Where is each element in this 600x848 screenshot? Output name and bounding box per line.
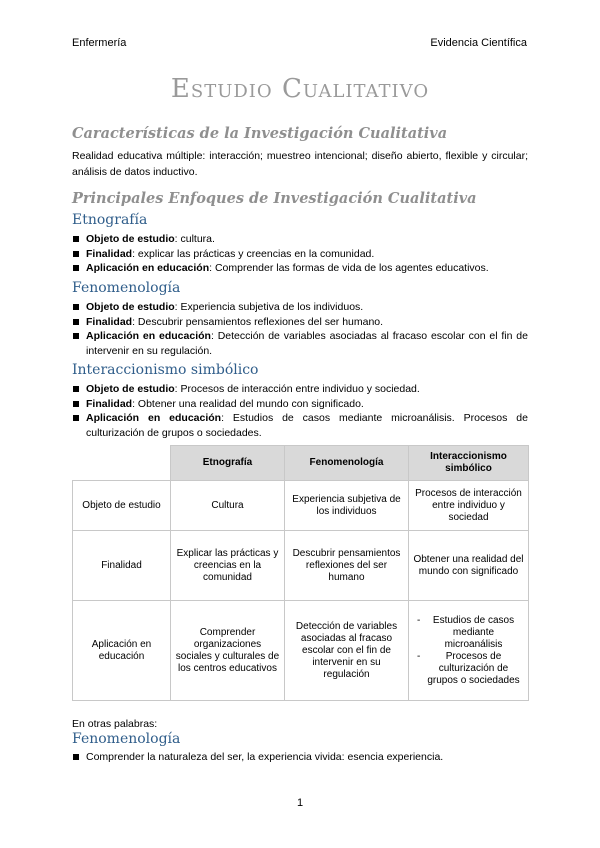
page-number: 1 — [296, 797, 304, 809]
item-text: : explicar las prácticas y creencias en la comunidad. — [132, 247, 375, 260]
column-header: Etnografía — [171, 446, 285, 481]
list-item — [72, 261, 528, 276]
square-bullet-icon — [73, 415, 79, 421]
column-header: Fenomenología — [285, 446, 409, 481]
caracteristicas-paragraph: Realidad educativa múltiple: interacción; muestreo intencional; diseño abierto, flexible y circular; análisis de datos inductivo. — [72, 150, 528, 178]
item-label: Aplicación en educación — [86, 412, 222, 424]
item-label: Finalidad — [86, 315, 133, 328]
item-text: Comprender la naturaleza del ser, la experiencia vivida: esencia experiencia. — [86, 751, 444, 763]
table-header-row — [73, 446, 529, 481]
list-item: - Estudios de casos mediante microanálisis — [417, 614, 515, 650]
list-item — [72, 750, 528, 765]
header-left: Enfermería — [72, 37, 127, 49]
item-text: : Procesos de interacción entre individuo y sociedad. — [174, 383, 420, 395]
list-item — [72, 397, 528, 412]
item-label: Aplicación en educación — [86, 330, 211, 342]
item-text: : Experiencia subjetiva de los individuos. — [174, 301, 364, 313]
square-bullet-icon — [73, 236, 79, 242]
square-bullet-icon — [73, 319, 79, 325]
square-bullet-icon — [73, 754, 79, 760]
list-item — [72, 315, 528, 330]
section-heading-enfoques: Principales Enfoques de Investigación Cualitativa — [72, 190, 477, 207]
table-cell: Experiencia subjetiva de los individuos — [285, 481, 409, 531]
table-cell — [409, 601, 529, 701]
section-heading-caracteristicas: Características de la Investigación Cualitativa — [72, 125, 448, 142]
item-text: : cultura. — [174, 233, 215, 245]
interaccionismo-list — [72, 382, 528, 440]
list-item: - Procesos de culturización de grupos o sociedades — [417, 650, 520, 686]
column-header: Interaccionismo simbólico — [409, 446, 529, 481]
fenomenologia-heading: Fenomenología — [72, 280, 181, 296]
table-cell: Comprender organizaciones sociales y culturales de los centros educativos — [171, 601, 285, 701]
fenomenologia-list — [72, 300, 528, 358]
page-title: Estudio Cualitativo — [170, 74, 430, 104]
table-cell: Explicar las prácticas y creencias en la comunidad — [171, 531, 285, 601]
cell-dash-list — [413, 615, 524, 687]
item-text: : Comprender las formas de vida de los agentes educativos. — [209, 262, 489, 274]
table-cell: Obtener una realidad del mundo con significado — [409, 531, 529, 601]
header-right: Evidencia Científica — [430, 37, 527, 49]
table-cell: Descubrir pensamientos reflexiones del ser humano — [285, 531, 409, 601]
item-label: Objeto de estudio — [86, 233, 175, 245]
list-item — [72, 247, 528, 262]
list-item — [72, 300, 528, 315]
square-bullet-icon — [73, 333, 79, 339]
item-label: Aplicación en educación — [86, 262, 210, 274]
table-row — [73, 601, 529, 701]
item-label: Finalidad — [86, 247, 133, 260]
item-text: : Descubrir pensamientos reflexiones del ser humano. — [132, 315, 384, 328]
list-item — [72, 329, 528, 358]
otras-fenomenologia-heading: Fenomenología — [72, 731, 181, 747]
table-cell: Detección de variables asociadas al fracaso escolar con el fin de intervenir en su regulación — [285, 601, 409, 701]
item-text: : Estudios de casos mediante microanálisis. Procesos de culturización de grupos o sociedades. — [86, 412, 528, 439]
item-text: : Detección de variables asociadas al fracaso escolar con el fin de intervenir en su regulación. — [86, 330, 528, 357]
item-label: Finalidad — [86, 397, 133, 410]
table-cell: Procesos de interacción entre individuo y sociedad — [409, 481, 529, 531]
etnografia-list — [72, 232, 528, 276]
table-cell: Cultura — [171, 481, 285, 531]
otras-intro: En otras palabras: — [72, 718, 158, 730]
square-bullet-icon — [73, 386, 79, 392]
table-row — [73, 531, 529, 601]
row-header: Finalidad — [73, 531, 171, 601]
square-bullet-icon — [73, 304, 79, 310]
table-corner-cell — [73, 446, 171, 481]
list-item — [72, 232, 528, 247]
otras-list — [72, 750, 528, 765]
square-bullet-icon — [73, 265, 79, 271]
interaccionismo-heading: Interaccionismo simbólico — [72, 362, 259, 378]
item-text: : Obtener una realidad del mundo con significado. — [132, 397, 364, 410]
row-header: Objeto de estudio — [73, 481, 171, 531]
item-label: Objeto de estudio — [86, 383, 175, 395]
list-item — [72, 382, 528, 397]
square-bullet-icon — [73, 401, 79, 407]
row-header: Aplicación en educación — [73, 601, 171, 701]
item-label: Objeto de estudio — [86, 301, 175, 313]
comparison-table — [72, 445, 529, 701]
etnografia-heading: Etnografía — [72, 212, 148, 228]
list-item — [72, 411, 528, 440]
square-bullet-icon — [73, 251, 79, 257]
table-row — [73, 481, 529, 531]
